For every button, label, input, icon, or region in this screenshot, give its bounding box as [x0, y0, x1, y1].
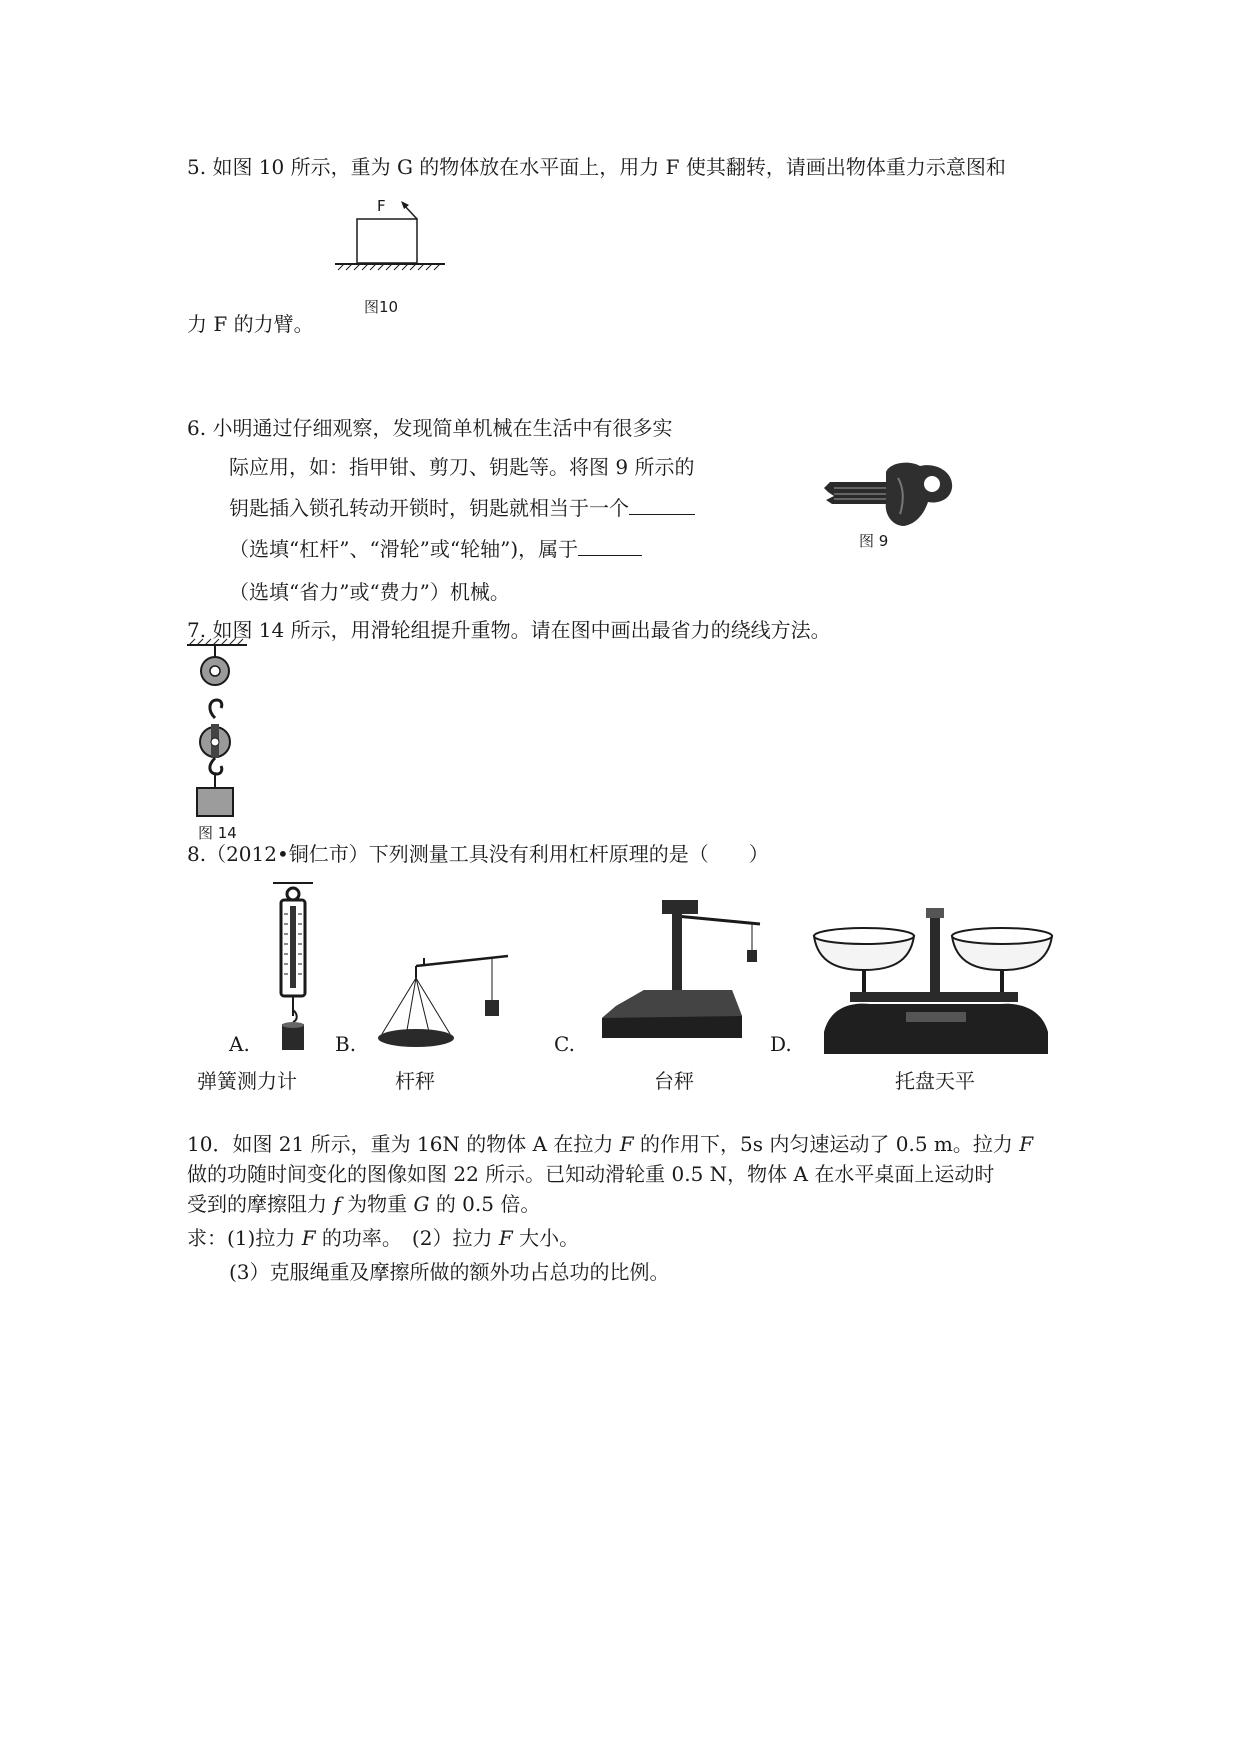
q6-fig-caption: 图 9: [859, 532, 889, 550]
option-b-name: 杆秤: [395, 1069, 435, 1093]
q10-symbol-f-2: F: [1019, 1132, 1034, 1156]
q5-figure-box-on-ground: [330, 195, 450, 290]
spring-scale-icon: [268, 880, 318, 1052]
option-b-letter: B.: [335, 1032, 357, 1056]
q6-line4: [229, 537, 642, 561]
q6-line2: 际应用，如：指甲钳、剪刀、钥匙等。将图 9 所示的: [229, 455, 695, 479]
q10-line2: 做的功随时间变化的图像如图 22 所示。已知动滑轮重 0.5 N，物体 A 在水平桌面上运动时: [187, 1162, 995, 1186]
q6-line3: [229, 496, 695, 520]
q6-line1: 6. 小明通过仔细观察，发现简单机械在生活中有很多实: [187, 416, 673, 440]
fixed-pulley-icon: [201, 657, 229, 685]
option-d-letter: D.: [770, 1032, 792, 1056]
q10-line1: [187, 1132, 1033, 1156]
q10-line3-text-c: 为物重: [340, 1192, 414, 1216]
q10-symbol-f-3: F: [301, 1226, 316, 1250]
q6-line4-text: （选填“杠杆”、“滑轮”或“轮轴”)，属于: [229, 537, 579, 561]
q10-symbol-g: G: [413, 1192, 430, 1216]
q10-line3-text-e: 的 0.5 倍。: [429, 1192, 541, 1216]
arrow-head-icon: [401, 201, 409, 209]
q7-fig-caption: 图 14: [198, 824, 237, 842]
q6-line3-text: 钥匙插入锁孔转动开锁时，钥匙就相当于一个: [229, 496, 629, 520]
q10-symbol-f-4: F: [498, 1226, 513, 1250]
q10-line4: [187, 1226, 579, 1250]
platform-scale-icon: [592, 890, 772, 1050]
steelyard-icon: [376, 950, 516, 1058]
q10-line4-text-e: 大小。: [512, 1226, 580, 1250]
q10-symbol-f-1: F: [619, 1132, 634, 1156]
q10-line1-text-c: 的作用下，5s 内匀速运动了 0.5 m。拉力: [633, 1132, 1020, 1156]
key-icon: [820, 458, 960, 533]
q5-line1: 5. 如图 10 所示，重为 G 的物体放在水平面上，用力 F 使其翻转，请画出物体重力示意图和: [187, 155, 1006, 179]
movable-pulley-icon: [200, 700, 230, 774]
q6-line5: （选填“省力”或“费力”）机械。: [229, 580, 510, 604]
pulley-system-figure: [185, 638, 255, 823]
q5-line2: 力 F 的力臂。: [187, 312, 314, 336]
option-c-name: 台秤: [654, 1069, 694, 1093]
q10-line3-text-a: 受到的摩擦阻力: [187, 1192, 334, 1216]
q10-line4-text-c: 的功率。 (2）拉力: [315, 1226, 499, 1250]
q5-force-label: F: [377, 197, 386, 215]
q10-line3: [187, 1192, 540, 1216]
q10-symbol-friction: f: [333, 1192, 341, 1216]
option-d-name: 托盘天平: [895, 1069, 975, 1093]
box: [357, 219, 417, 263]
option-a-name: 弹簧测力计: [197, 1069, 297, 1093]
q7-line1: 7. 如图 14 所示，用滑轮组提升重物。请在图中画出最省力的绕线方法。: [187, 618, 831, 642]
option-c-letter: C.: [554, 1032, 575, 1056]
tray-balance-icon: [810, 904, 1060, 1060]
answer-blank-2[interactable]: [578, 537, 642, 556]
q10-line5: (3）克服绳重及摩擦所做的额外功占总功的比例。: [229, 1260, 670, 1284]
option-a-letter: A.: [229, 1032, 250, 1056]
answer-blank-1[interactable]: [629, 496, 695, 515]
weight-block: [197, 788, 233, 816]
q10-line1-text-a: 10．如图 21 所示，重为 16N 的物体 A 在拉力: [187, 1132, 620, 1156]
q5-fig-caption: 图10: [364, 298, 399, 316]
q10-line4-text-a: 求：(1)拉力: [187, 1226, 302, 1250]
q8-line1: 8.（2012•铜仁市）下列测量工具没有利用杠杆原理的是（ ）: [187, 842, 769, 866]
